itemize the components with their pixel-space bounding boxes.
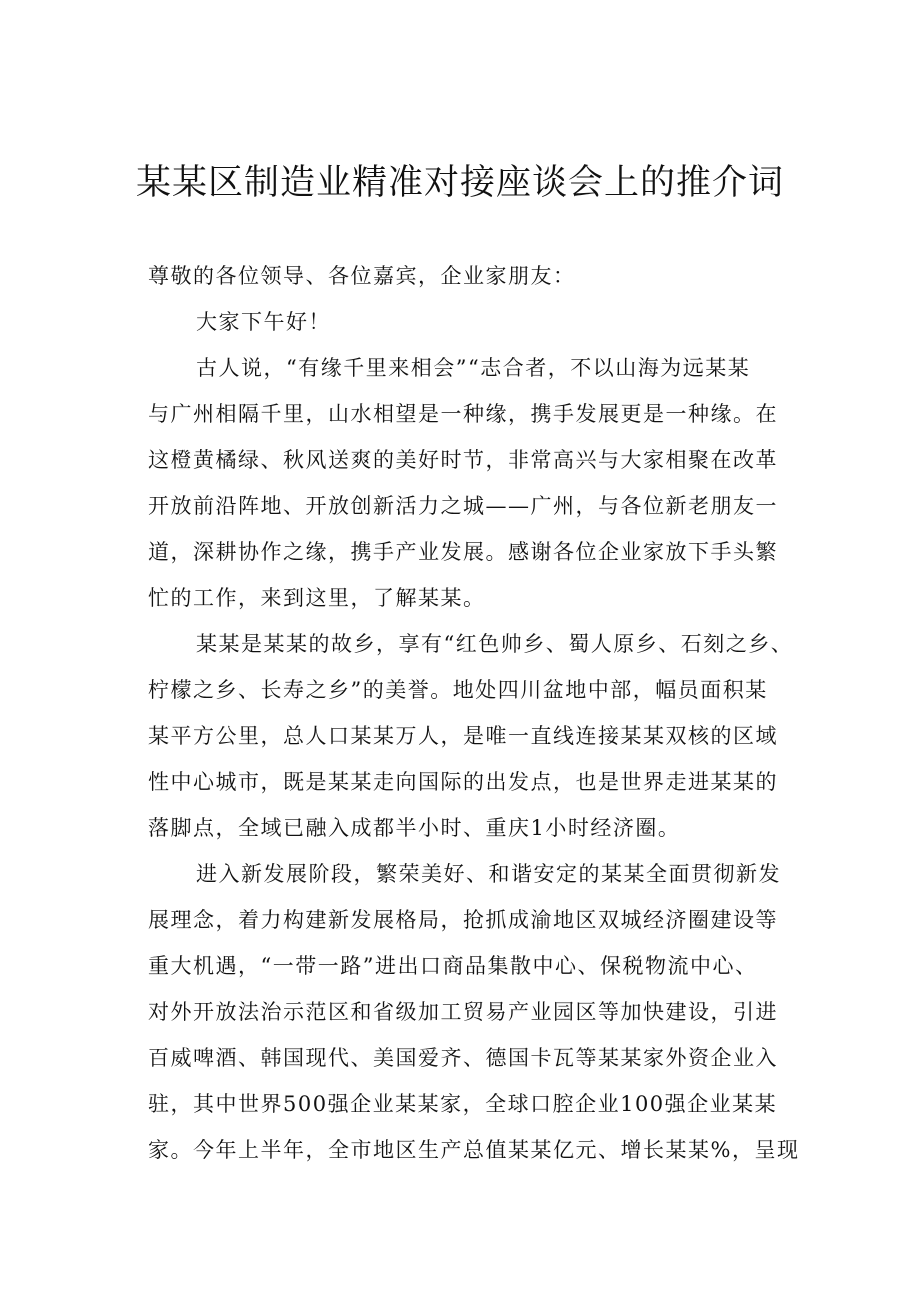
paragraph-3-line: 对外开放法治示范区和省级加工贸易产业园区等加快建设，引进: [148, 1000, 778, 1024]
paragraph-1-line: 开放前沿阵地、开放创新活力之城——广州，与各位新老朋友一: [148, 494, 778, 518]
paragraph-3-line: 驻，其中世界500强企业某某家，全球口腔企业100强企业某某: [148, 1092, 778, 1116]
paragraph-3-line: 重大机遇，“一带一路”进出口商品集散中心、保税物流中心、: [148, 954, 758, 978]
paragraph-2-line: 性中心城市，既是某某走向国际的出发点，也是世界走进某某的: [148, 770, 778, 794]
paragraph-2-line: 柠檬之乡、长寿之乡”的美誉。地处四川盆地中部，幅员面积某: [148, 678, 768, 702]
paragraph-3-line: 进入新发展阶段，繁荣美好、和谐安定的某某全面贯彻新发: [196, 862, 781, 886]
paragraph-2-line: 某平方公里，总人口某某万人，是唯一直线连接某某双核的区域: [148, 724, 778, 748]
greeting-line: 大家下午好！: [196, 310, 331, 334]
paragraph-2-line: 某某是某某的故乡，享有“红色帅乡、蜀人原乡、石刻之乡、: [196, 632, 794, 656]
paragraph-3-line: 家。今年上半年，全市地区生产总值某某亿元、增长某某%，呈现: [148, 1138, 800, 1162]
paragraph-1-line: 忙的工作，来到这里，了解某某。: [148, 586, 486, 610]
paragraph-1-line: 古人说，“有缘千里来相会”“志合者，不以山海为远某某: [196, 356, 751, 380]
paragraph-3-line: 百威啤酒、韩国现代、美国爱齐、德国卡瓦等某某家外资企业入: [148, 1046, 778, 1070]
salutation-line: 尊敬的各位领导、各位嘉宾，企业家朋友：: [148, 264, 576, 288]
paragraph-3-line: 展理念，着力构建新发展格局，抢抓成渝地区双城经济圈建设等: [148, 908, 778, 932]
paragraph-1-line: 与广州相隔千里，山水相望是一种缘，携手发展更是一种缘。在: [148, 402, 778, 426]
document-body: [148, 253, 808, 1173]
paragraph-2-line: 落脚点，全域已融入成都半小时、重庆1小时经济圈。: [148, 816, 681, 840]
paragraph-1-line: 这橙黄橘绿、秋风送爽的美好时节，非常高兴与大家相聚在改革: [148, 448, 778, 472]
paragraph-1-line: 道，深耕协作之缘，携手产业发展。感谢各位企业家放下手头繁: [148, 540, 778, 564]
document-title: 某某区制造业精准对接座谈会上的推介词: [135, 163, 784, 203]
